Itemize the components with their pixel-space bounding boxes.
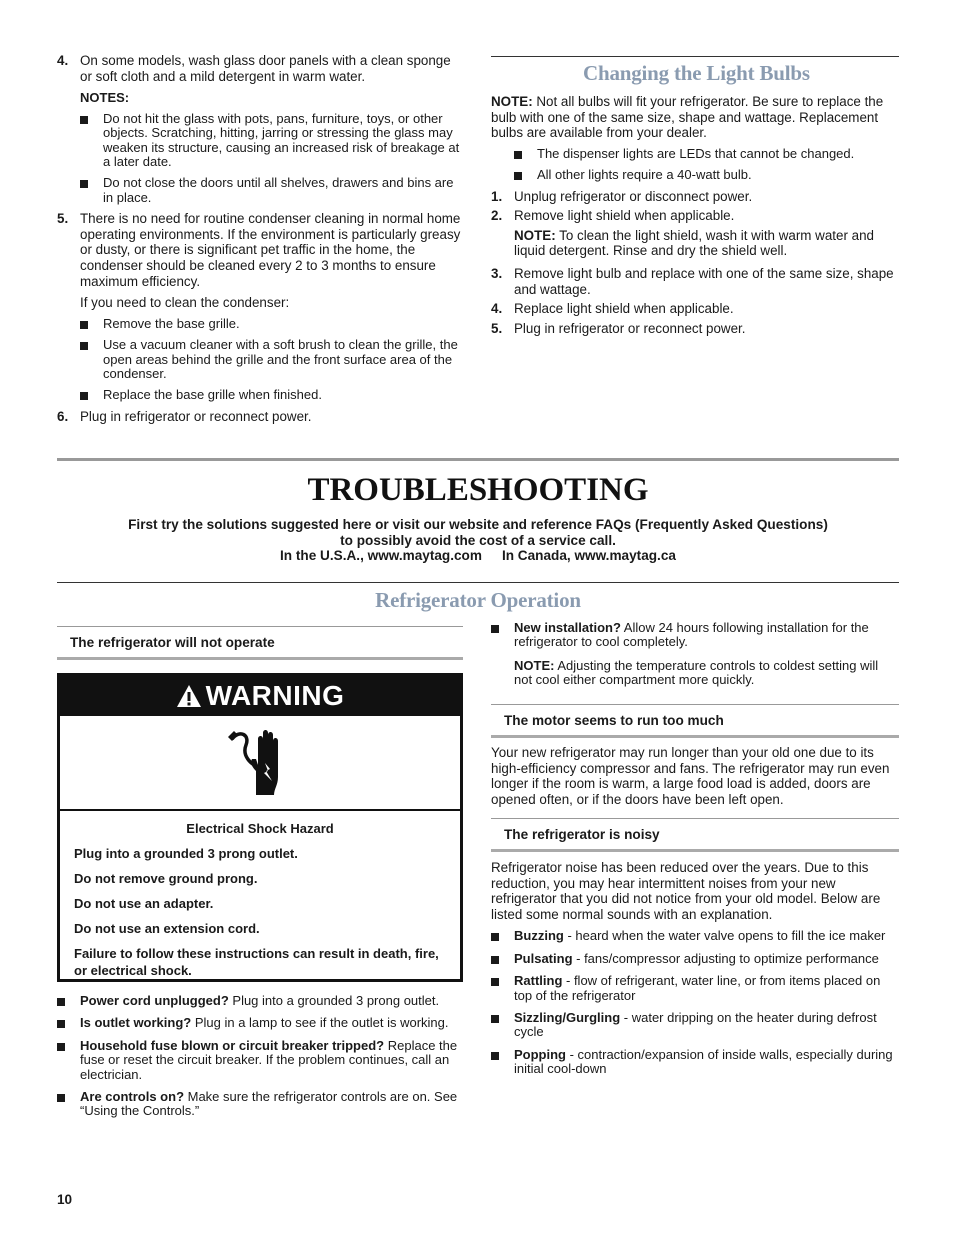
step-number: 1.	[491, 188, 503, 204]
not-operate-subhead: The refrigerator will not operate	[70, 635, 275, 650]
cause-text: Replace the fuse or reset the circuit breaker. If the problem continues, call an electrician.	[80, 1037, 458, 1082]
warning-triangle-icon	[176, 684, 202, 708]
sound-item	[491, 952, 899, 966]
refrigerator-operation-heading: Refrigerator Operation	[375, 588, 581, 612]
step-number: 4.	[491, 301, 503, 317]
section-rule	[57, 582, 899, 583]
step-text: Remove light shield when applicable.	[514, 208, 735, 224]
bulb-step-4	[491, 301, 899, 317]
step-number: 3.	[491, 265, 503, 281]
bulb-step-5	[491, 321, 899, 337]
note-text: Adjusting the temperature controls to coldest setting will not cool either compartment more quickly.	[514, 657, 879, 688]
sound-text: - water dripping on the heater during defrost cycle	[514, 1010, 877, 1040]
step-6	[57, 409, 463, 425]
note-label: NOTE:	[514, 227, 556, 243]
cause-lead: Is outlet working?	[80, 1015, 192, 1031]
sound-lead: Buzzing	[514, 928, 564, 944]
motor-text: Your new refrigerator may run longer than your old one due to its high-efficiency compressor and fans. The refrigerator may run even longer if the room is warm, a large food load is added, doors are opened often, or if the doors have been left open.	[491, 745, 890, 807]
sound-lead: Pulsating	[514, 950, 573, 966]
page-number: 10	[57, 1192, 73, 1207]
electrical-shock-hand-icon	[220, 725, 300, 801]
cause-text: Make sure the refrigerator controls are on. See “Using the Controls.”	[80, 1089, 458, 1119]
shock-hazard-icon-area	[60, 716, 460, 811]
warning-line: Do not remove ground prong.	[74, 871, 258, 886]
note-label: NOTE:	[491, 94, 533, 109]
bulb-bullet: All other lights require a 40-watt bulb.	[514, 168, 899, 182]
warning-header	[60, 676, 460, 716]
light-bulbs-heading: Changing the Light Bulbs	[583, 61, 810, 85]
cause-item	[57, 994, 463, 1008]
sound-item	[491, 1011, 899, 1040]
cause-lead: Power cord unplugged?	[80, 993, 229, 1008]
step-text: Plug in refrigerator or reconnect power.	[514, 320, 746, 336]
step-number: 2.	[491, 208, 503, 224]
not-operate-list	[57, 994, 463, 1125]
warning-label: WARNING	[205, 680, 345, 712]
step-text: On some models, wash glass door panels with a clean sponge or soft cloth and a mild detergent in warm water.	[80, 53, 451, 84]
notes-label: NOTES:	[80, 90, 130, 106]
noisy-subhead: The refrigerator is noisy	[504, 827, 660, 842]
bulb-step-2	[491, 208, 899, 224]
cause-item	[57, 1090, 463, 1119]
sound-text: - contraction/expansion of inside walls, especially during initial cool-down	[514, 1046, 893, 1077]
sound-lead: Sizzling/Gurgling	[514, 1010, 621, 1025]
intro-links	[57, 548, 899, 564]
condenser-step: Replace the base grille when finished.	[80, 388, 463, 402]
note-item: Do not hit the glass with pots, pans, furniture, toys, or other objects. Scratching, hitting, jarring or stressing the glass may weaken its structure, causing an increased risk of breakage at a later date.	[80, 112, 463, 170]
noisy-section	[491, 860, 899, 1083]
light-note	[491, 94, 899, 141]
us-website-link[interactable]: In the U.S.A., www.maytag.com	[280, 548, 482, 563]
troubleshooting-top-rule	[57, 458, 899, 461]
sound-text: - fans/compressor adjusting to optimize performance	[572, 950, 879, 966]
note-label: NOTE:	[514, 657, 555, 673]
cause-text: Plug in a lamp to see if the outlet is working.	[191, 1015, 449, 1031]
warning-line: Do not use an extension cord.	[74, 921, 260, 936]
warning-text	[60, 820, 460, 979]
step-4	[57, 53, 463, 84]
light-bulbs-section	[491, 94, 899, 342]
cause-lead: Household fuse blown or circuit breaker tripped?	[80, 1037, 385, 1053]
cause-item	[57, 1016, 463, 1030]
condenser-step: Use a vacuum cleaner with a soft brush to clean the grille, the open areas behind the grille and the front surface area of the condenser.	[80, 338, 463, 381]
sound-lead: Popping	[514, 1046, 566, 1062]
cause-text: Allow 24 hours following installation for the refrigerator to cool completely.	[514, 620, 869, 650]
cleaning-section	[57, 53, 463, 430]
sound-item	[491, 1048, 899, 1077]
cause-lead: Are controls on?	[80, 1089, 185, 1105]
step-text: Replace light shield when applicable.	[514, 301, 734, 317]
note-text: Not all bulbs will fit your refrigerator. Be sure to replace the bulb with one of the same size, shape and wattage. Replacement bulbs are available from your dealer.	[491, 94, 884, 141]
sound-text: - heard when the water valve opens to fill the ice maker	[563, 928, 886, 944]
step-text: Remove light bulb and replace with one of the same size, shape and wattage.	[514, 265, 894, 297]
motor-subhead: The motor seems to run too much	[504, 713, 724, 728]
warning-box	[57, 673, 463, 982]
bulb-step-2-note	[491, 228, 899, 259]
cause-text: Plug into a grounded 3 prong outlet.	[228, 993, 440, 1008]
intro-line-1: First try the solutions suggested here or visit our website and reference FAQs (Frequently Asked Questions)	[128, 517, 828, 532]
canada-website-link[interactable]: In Canada, www.maytag.ca	[501, 548, 676, 563]
sound-text: - flow of refrigerant, water line, or from items placed on top of the refrigerator	[514, 973, 881, 1003]
new-install-section	[491, 621, 899, 688]
cause-lead: New installation?	[514, 620, 621, 635]
step-text: Unplug refrigerator or disconnect power.	[514, 188, 753, 204]
step-5-sub: If you need to clean the condenser:	[80, 295, 290, 311]
noisy-text: Refrigerator noise has been reduced over the years. Due to this reduction, you may hear intermittent noises from your new refrigerator that you did not notice from your old model. Below are listed some normal sounds with an explanation.	[491, 860, 881, 922]
troubleshooting-intro	[57, 517, 899, 564]
bulb-step-1	[491, 189, 899, 205]
warning-line: Plug into a grounded 3 prong outlet.	[74, 846, 298, 861]
bulb-bullet: The dispenser lights are LEDs that cannot be changed.	[514, 147, 899, 161]
sound-lead: Rattling	[514, 973, 563, 989]
sound-item	[491, 929, 899, 943]
cause-item	[57, 1039, 463, 1082]
section-rule	[491, 56, 899, 57]
troubleshooting-title: TROUBLESHOOTING	[307, 472, 649, 508]
step-number: 5.	[57, 211, 69, 227]
intro-line-2: to possibly avoid the cost of a service call.	[340, 532, 616, 548]
hazard-title: Electrical Shock Hazard	[186, 821, 334, 836]
step-number: 6.	[57, 408, 69, 424]
note-text: To clean the light shield, wash it with warm water and liquid detergent. Rinse and dry the shield well.	[514, 227, 874, 259]
step-number: 4.	[57, 53, 69, 68]
sound-item	[491, 974, 899, 1003]
note-item: Do not close the doors until all shelves, drawers and bins are in place.	[80, 176, 463, 205]
step-text: Plug in refrigerator or reconnect power.	[80, 408, 312, 424]
warning-line: Failure to follow these instructions can result in death, fire, or electrical shock.	[74, 946, 439, 978]
new-install-item	[491, 621, 899, 650]
condenser-step: Remove the base grille.	[80, 317, 463, 331]
step-5	[57, 211, 463, 289]
warning-line: Do not use an adapter.	[74, 896, 214, 911]
step-text: There is no need for routine condenser cleaning in normal home operating environments. If the environment is particularly greasy or dusty, or there is significant pet traffic in the home, the condenser should be cleaned every 2 to 3 months to ensure maximum efficiency.	[80, 211, 461, 289]
step-number: 5.	[491, 320, 503, 336]
new-install-note	[491, 659, 899, 688]
bulb-step-3	[491, 266, 899, 297]
